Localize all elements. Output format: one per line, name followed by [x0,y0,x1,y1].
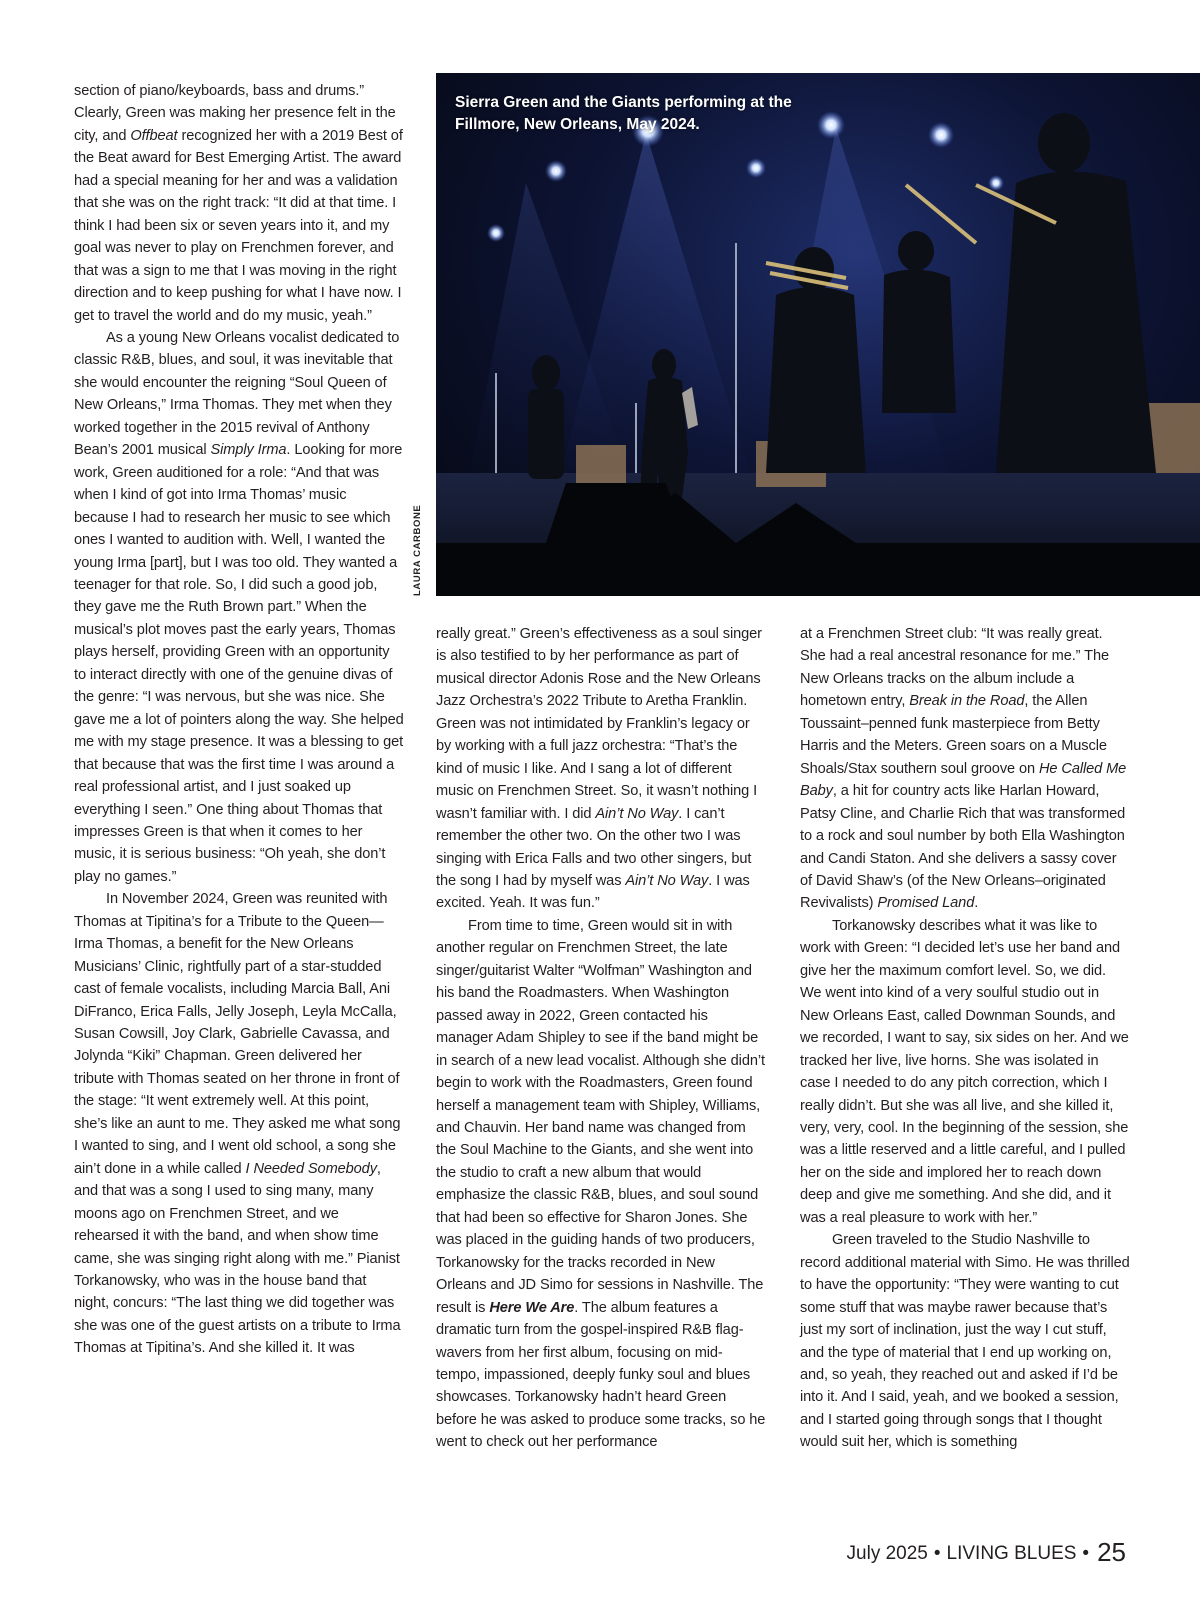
text-run: , the Allen Toussaint–penned funk masterpiece from Betty Harris and the Meters. Green soars on a Muscle Shoals/Stax southern soul groove on [800,693,1107,777]
stage-illustration [436,73,1200,596]
photo-caption: Sierra Green and the Giants performing at the Fillmore, New Orleans, May 2024. [455,94,792,133]
page-footer [847,1537,1126,1568]
italic-title: Promised Land [877,895,975,912]
article-column-3 [800,623,1130,1454]
photo-credit: LAURA CARBONE [412,504,423,596]
text-run: From time to time, Green would sit in with another regular on Frenchmen Street, the late singer/guitarist Walter “Wolfman” Washington and his band the Roadmasters. When Washington passed away in 2022, Green contacted his manager Adam Shipley to see if the band might be in search of a new lead vocalist. Although she didn’t begin to work with the Roadmasters, Green found herself a management team with Shipley, Williams, and Chauvin. Her band name was changed from the Soul Machine to the Giants, and she went into the studio to craft a new album that would emphasize the classic R&B, blues, and soul sound that had been so effective for Sharon Jones. She was placed in the guiding hands of two producers, Torkanowsky for the tracks recorded in New Orleans and JD Simo for sessions in Nashville. The result is [436,917,765,1316]
italic-title: He Called Me Baby [800,760,1127,800]
italic-title: Simply Irma [210,442,287,459]
italic-title: I Needed Somebody [245,1160,377,1177]
footer-bullet-2: • [1082,1543,1090,1564]
page-number: 25 [1097,1537,1126,1567]
paragraph [436,915,766,1454]
text-run: at a Frenchmen Street club: “It was really great. She had a real ancestral resonance for me.” The New Orleans tracks on the album include a hometown entry, [800,626,1109,710]
text-run: Torkanowsky describes what it was like to work with Green: “I decided let’s use her band and give her the maximum comfort level. So, we did. We went into kind of a very soulful studio out in New Orleans East, called Downman Sounds, and we recorded, I want to say, six sides on her. And we tracked her live, live horns. She was isolated in case I needed to do any pitch correction, which I really didn’t. But she was all live, and she killed it, very, very, cool. In the beginning of the session, she was a little reserved and a little careful, and I pulled her on the side and implored her to reach down deep and give me something. And she did, and it was a real pleasure to work with her.” [800,917,1129,1226]
italic-title: Here We Are [489,1299,575,1316]
italic-title: Ain’t No Way [625,872,709,889]
magazine-name: LIVING BLUES [946,1543,1077,1564]
issue-date: July 2025 [846,1543,928,1564]
text-run: recognized her with a 2019 Best of the Beat award for Best Emerging Artist. The award had a special meaning for her and was a validation that she was on the right track: “It did at that time. I think I had been six or seven years into it, and my goal was never to play on Frenchmen forever, and that was a sign to me that I was moving in the right direction and to keep pushing for what I have now. I get to travel the world and do my music, yeah.” [74,127,403,324]
paragraph [800,1229,1130,1454]
text-run: . Looking for more work, Green auditioned for a role: “And that was when I kind of got into Irma Thomas’ music because I had to research her music to see which ones I wanted to audition with. Well, I wanted the young Irma [part], but I was too old. They wanted a teenager for that role. So, I did such a good job, they gave me the Ruth Brown part.” When the musical’s plot moves past the early years, Thomas plays herself, providing Green with an opportunity to interact directly with one of the genuine divas of the genre: “I was nervous, but she was nice. She gave me a lot of pointers along the way. She helped me with my stage presence. It was a blessing to get that because that was the first time I was around a real professional artist, and I just soaked up everything I seen.” One thing about Thomas that impresses Green is that when it comes to her music, it is serious business: “Oh yeah, she don’t play no games.” [74,442,404,885]
italic-title: Offbeat [130,127,178,144]
text-run: . I was excited. Yeah. It was fun.” [436,872,750,912]
text-run: In November 2024, Green was reunited with Thomas at Tipitina’s for a Tribute to the Queen—Irma Thomas, a benefit for the New Orleans Musicians’ Clinic, rightfully part of a star-studded cast of female vocalists, including Marcia Ball, Ani DiFranco, Erica Falls, Jelly Joseph, Leyla McCalla, Susan Cowsill, Joy Clark, Gabrielle Cavassa, and Jolynda “Kiki” Chapman. Green delivered her tribute with Thomas seated on her throne in front of the stage: “It went extremely well. At this point, she’s like an aunt to me. They asked me what song I wanted to sing, and I went old school, a song she ain’t done in a while called [74,891,401,1177]
text-run: . [974,895,979,912]
footer-bullet: • [933,1543,941,1564]
text-run: really great.” Green’s effectiveness as a soul singer is also testified to by her performance as part of musical director Adonis Rose and the New Orleans Jazz Orchestra’s 2022 Tribute to Aretha Franklin. Green was not intimidated by Franklin’s legacy or by working with a full jazz orchestra: “That’s the kind of music I like. And I sang a lot of different music on Frenchmen Street. So, it wasn’t nothing I wasn’t familiar with. I did [436,626,762,822]
paragraph [74,80,404,327]
text-run: As a young New Orleans vocalist dedicated to classic R&B, blues, and soul, it was inevitable that she would encounter the reigning “Soul Queen of New Orleans,” Irma Thomas. They met when they worked together in the 2015 revival of Anthony Bean’s 2001 musical [74,329,400,459]
text-run: Green traveled to the Studio Nashville to record additional material with Simo. He was thrilled to have the opportunity: “They were wanting to cut some stuff that was maybe rawer because that’s just my sort of inclination, just the way I cut stuff, and the type of material that I end up working on, and, so yeah, they reached out and asked if I’d be into it. And I said, yeah, and we booked a session, and I started going through songs that I thought would suit her, which is something [800,1232,1130,1451]
italic-title: Ain’t No Way [595,805,679,822]
paragraph [800,623,1130,915]
text-run: section of piano/keyboards, bass and drums.” Clearly, Green was making her presence felt in the city, and [74,83,396,144]
text-run: . I can’t remember the other two. On the other two I was singing with Erica Falls and two other singers, but the song I had by myself was [436,805,752,889]
article-column-2 [436,623,766,1454]
paragraph [800,915,1130,1229]
text-run: , and that was a song I used to sing many, many moons ago on Frenchmen Street, and we rehearsed it with the band, and when show time came, she was singing right along with me.” Pianist Torkanowsky, who was in the house band that night, concurs: “The last thing we did together was she was one of the guest artists on a tribute to Irma Thomas at Tipitina’s. And she killed it. It was [74,1160,401,1357]
concert-photo [436,73,1200,596]
text-run: . The album features a dramatic turn from the gospel-inspired R&B flag-wavers from her first album, focusing on mid-tempo, impassioned, deeply funky soul and blues showcases. Torkanowsky hadn’t heard Green before he was asked to produce some tracks, so he went to check out her performance [436,1299,766,1451]
paragraph [74,888,404,1360]
text-run: , a hit for country acts like Harlan Howard, Patsy Cline, and Charlie Rich that was transformed to a rock and soul number by both Ella Washington and Candi Staton. And she delivers a sassy cover of David Shaw’s (of the New Orleans–originated Revivalists) [800,783,1126,912]
paragraph [74,327,404,888]
article-column-1 [74,80,404,1360]
paragraph [436,623,766,915]
italic-title: Break in the Road [909,693,1025,710]
